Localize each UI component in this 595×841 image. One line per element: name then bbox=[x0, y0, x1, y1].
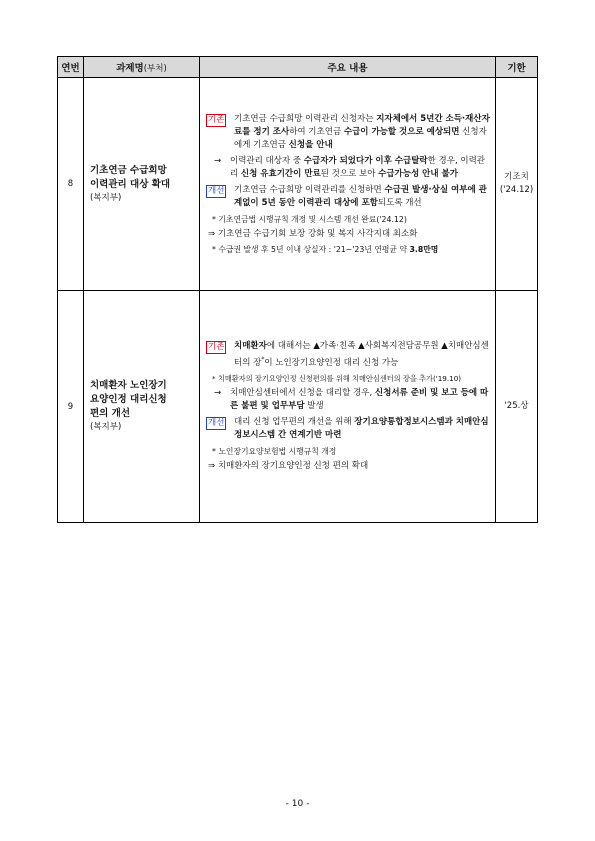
arrow-icon: → bbox=[214, 388, 222, 399]
table-row bbox=[58, 291, 538, 523]
text-span: 신청자에게 기초연금 bbox=[234, 126, 487, 150]
text-span: 기초연금 수급희망 이력관리를 신청하면 bbox=[234, 184, 385, 195]
task-title-cell bbox=[84, 291, 200, 523]
text-span: 대리 신청 업무편의 개선을 위해 bbox=[234, 417, 355, 428]
bold-span: 지자체에서 5년간 소득·재산자료를 정기 조사 bbox=[234, 113, 490, 137]
text-span: 되도록 개선 bbox=[377, 197, 422, 208]
header-no: 연번 bbox=[58, 57, 84, 78]
arrow-paragraph bbox=[206, 155, 491, 181]
header-title-dept: (부처) bbox=[143, 64, 167, 74]
improved-paragraph bbox=[206, 184, 491, 210]
bold-span: 수급자가 되었다가 이후 수급탈락 bbox=[303, 155, 428, 166]
result-line: ⇒ 기초연금 수급기회 보장 강화 및 복지 사각지대 최소화 bbox=[208, 228, 418, 239]
existing-badge: 기존 bbox=[208, 114, 225, 125]
page-number: - 10 - bbox=[285, 799, 310, 809]
bold-span: 3.8만명 bbox=[409, 244, 439, 254]
existing-paragraph bbox=[206, 340, 491, 370]
footnote: * 치매환자의 장기요양인정 신청편의를 위해 치매안심센터의 장을 추가('19.10) bbox=[212, 374, 462, 384]
task-dept: (복지부) bbox=[90, 192, 122, 203]
header-title-text: 과제명 bbox=[116, 63, 144, 74]
text-span: 치매안심센터에서 신청을 대리할 경우, bbox=[230, 388, 375, 399]
text-span: 에 대해서는 ▲가족·친족 ▲사회복지전담공무원 ▲치매안심센터의 장 bbox=[234, 340, 489, 368]
footnote: * 기초연금법 시행규칙 개정 및 시스템 개선 완료('24.12) bbox=[212, 214, 407, 224]
arrow-icon: → bbox=[214, 155, 222, 166]
improved-paragraph bbox=[206, 416, 491, 442]
content-cell bbox=[200, 78, 496, 291]
text-span: 이 노인장기요양인정 대리 신청 가능 bbox=[264, 357, 399, 368]
footnote: * 노인장기요양보험법 시행규칙 개정 bbox=[212, 447, 337, 457]
task-title-line: 요양인정 대리신청 bbox=[90, 394, 167, 405]
existing-paragraph bbox=[206, 113, 491, 152]
task-title-line: 기초연금 수급희망 bbox=[90, 164, 167, 176]
row-number: 9 bbox=[58, 291, 84, 523]
table-row bbox=[58, 78, 538, 291]
text-span: 한 경우, 이력관리 bbox=[230, 155, 486, 179]
bold-span: 신청서류 준비 및 보고 등에 따른 불편 및 업무부담 bbox=[230, 388, 489, 412]
text-span: 된 것으로 보아 bbox=[320, 168, 379, 179]
content-cell bbox=[200, 291, 496, 523]
text-span: 기초연금 수급희망 이력관리 신청자는 bbox=[234, 113, 377, 124]
deadline-cell bbox=[496, 291, 538, 523]
text-span: * 수급권 발생 후 5년 이내 상실자 : '21~'23년 연평균 약 bbox=[212, 244, 410, 254]
task-title-line: 이력관리 대상 확대 bbox=[90, 178, 171, 190]
header-deadline: 기한 bbox=[496, 57, 538, 78]
arrow-paragraph bbox=[206, 387, 491, 413]
bold-span: 수급권 발생·상실 여부에 관계없이 5년 동안 이력관리 대상에 포함 bbox=[234, 184, 487, 208]
bold-span: 신청을 안내 bbox=[288, 139, 333, 150]
task-dept: (복지부) bbox=[90, 422, 122, 432]
bold-span: 치매환자 bbox=[234, 340, 267, 351]
text-span: 발생 bbox=[304, 401, 324, 412]
header-content: 주요 내용 bbox=[200, 57, 496, 78]
table-header-row bbox=[58, 57, 538, 78]
deadline-date: '25.상 bbox=[504, 401, 529, 411]
bold-span: 수급가능성 안내 불가 bbox=[378, 168, 458, 179]
task-title-cell bbox=[84, 78, 200, 291]
task-title-line: 편의 개선 bbox=[90, 408, 131, 419]
improved-badge: 개선 bbox=[208, 418, 225, 429]
task-title-line: 치매환자 노인장기 bbox=[90, 380, 167, 391]
text-span: 이력관리 대상자 중 bbox=[230, 155, 304, 166]
deadline-date: ('24.12) bbox=[499, 185, 534, 195]
text-span: 하여 기초연금 bbox=[289, 126, 344, 137]
bold-span: 신청 유효기간이 만료 bbox=[240, 168, 321, 179]
improved-badge: 개선 bbox=[208, 185, 225, 196]
result-line: ⇒ 치매환자의 장기요양인정 신청 편의 확대 bbox=[208, 461, 369, 472]
superscript: * bbox=[261, 355, 265, 363]
footnote bbox=[206, 243, 491, 256]
bold-span: 수급이 가능할 것으로 예상되면 bbox=[343, 126, 460, 137]
tasks-table bbox=[57, 56, 538, 523]
deadline-cell bbox=[496, 78, 538, 291]
deadline-status: 기조치 bbox=[504, 172, 529, 182]
row-number: 8 bbox=[58, 78, 84, 291]
existing-badge: 기존 bbox=[208, 341, 225, 352]
header-title bbox=[84, 57, 200, 78]
bold-span: 장기요양통합정보시스템과 치매안심정보시스템 간 연계기반 마련 bbox=[234, 417, 489, 441]
